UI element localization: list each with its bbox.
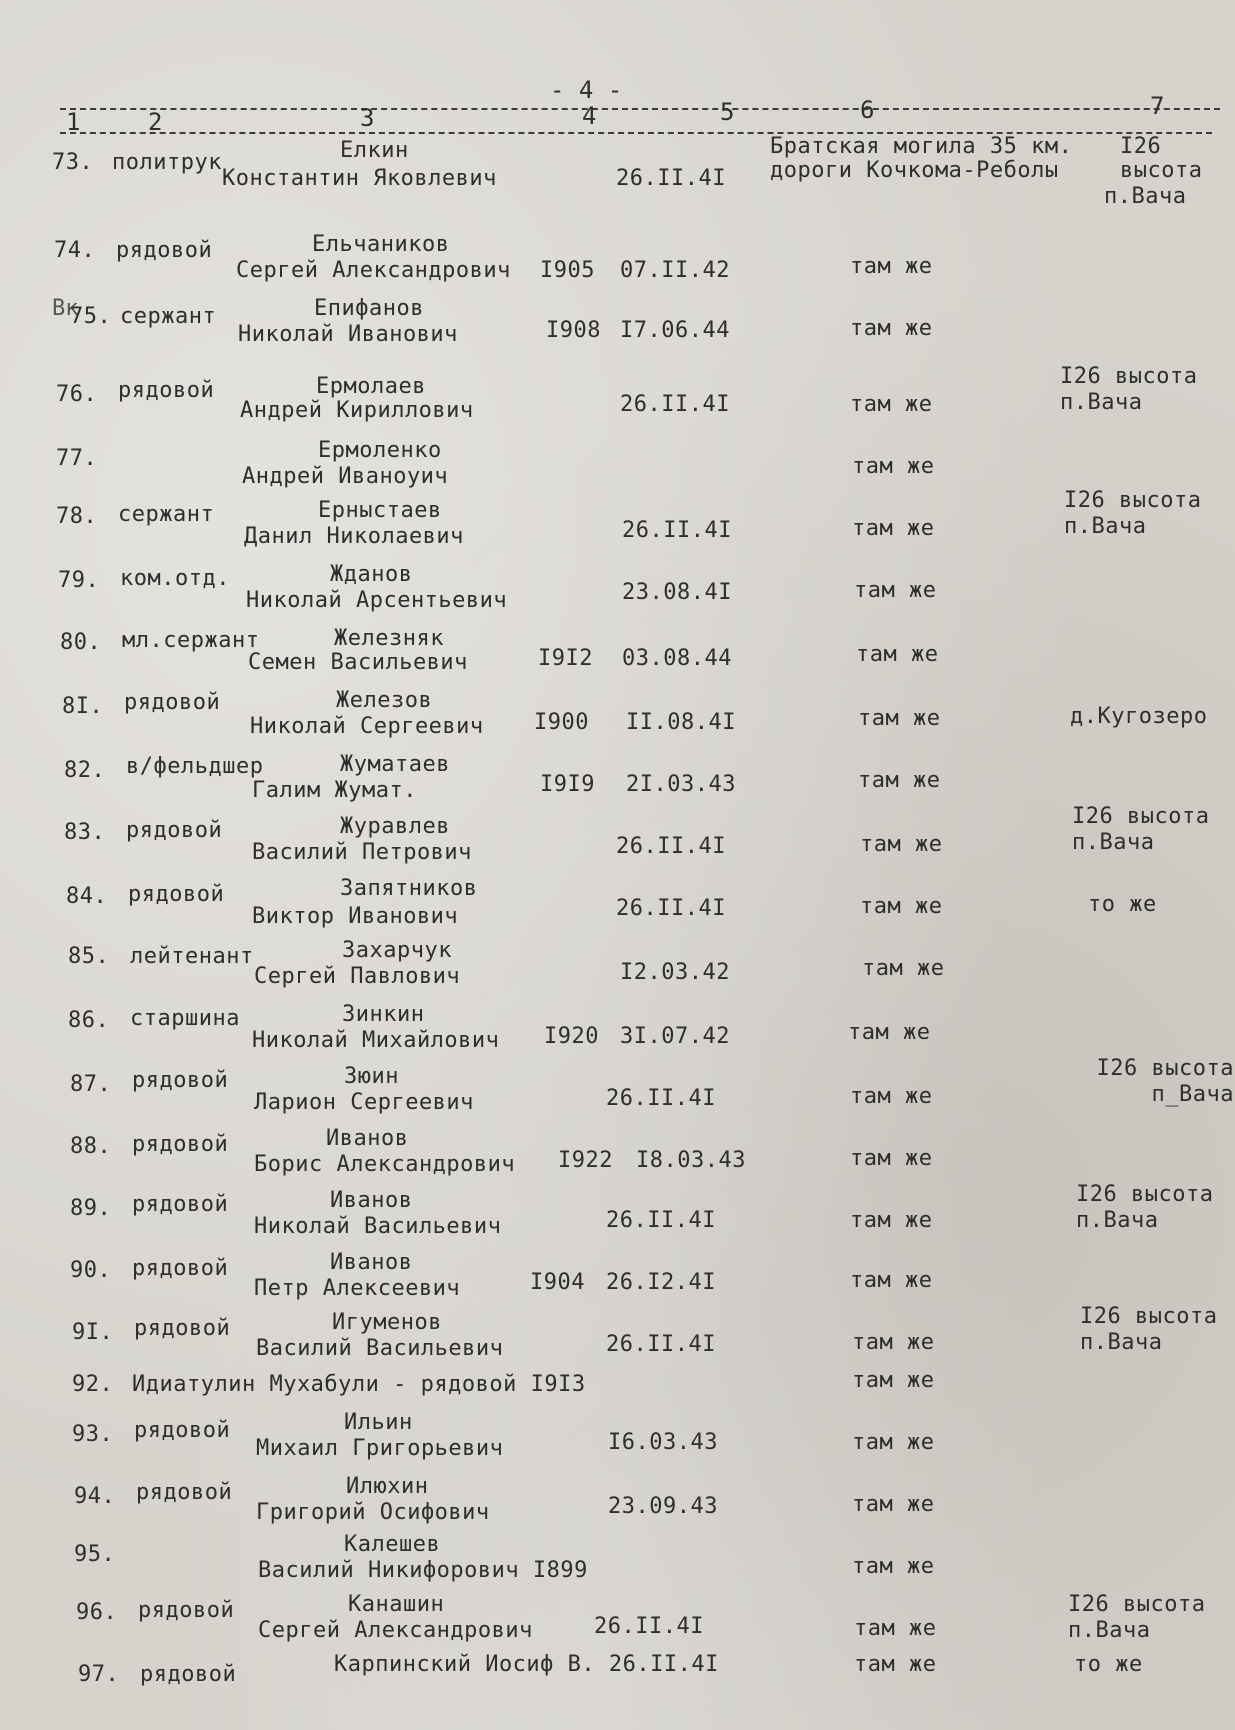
entry-number: 84.	[66, 884, 108, 909]
entry-given-names: Ларион Сергеевич	[254, 1090, 474, 1115]
entry-number: 94.	[74, 1484, 116, 1509]
entry-burial-place: там же	[858, 768, 941, 793]
entry-death-date: 26.I2.4I	[606, 1270, 716, 1295]
column-number-1: 1	[66, 108, 81, 136]
entry-rank: рядовой	[134, 1316, 231, 1341]
entry-number: 95.	[74, 1542, 116, 1567]
entry-note: то же	[1088, 892, 1157, 917]
entry-rank: рядовой	[118, 378, 215, 403]
entry-given-names: Василий Петрович	[252, 840, 472, 865]
entry-given-names: Андрей Иваноуич	[242, 464, 449, 489]
entry-death-date: I8.03.43	[636, 1148, 746, 1173]
entry-burial-place: там же	[854, 1652, 937, 1677]
entry-burial-place: там же	[850, 1146, 933, 1171]
entry-number: 80.	[60, 630, 102, 655]
column-number-4: 4	[582, 102, 597, 130]
entry-death-date: 03.08.44	[622, 646, 732, 671]
entry-birth-year: I920	[544, 1024, 599, 1049]
entry-given-names: Григорий Осифович	[256, 1500, 490, 1525]
entry-rank: рядовой	[116, 238, 213, 263]
entry-given-names: Николай Иванович	[238, 322, 458, 347]
entry-surname: Жуматаев	[340, 752, 450, 777]
entry-death-date: 2I.03.43	[626, 772, 736, 797]
entry-surname: Захарчук	[342, 938, 452, 963]
entry-number: 78.	[56, 504, 98, 529]
entry-birth-year: I908	[546, 318, 601, 343]
entry-rank: рядовой	[132, 1132, 229, 1157]
entry-rank: рядовой	[136, 1480, 233, 1505]
entry-burial-place: там же	[856, 642, 939, 667]
entry-surname: Жданов	[330, 562, 413, 587]
entry-burial-place: там же	[858, 706, 941, 731]
entry-birth-year: I922	[558, 1148, 613, 1173]
entry-surname: Ильин	[344, 1410, 413, 1435]
entry-rank: рядовой	[132, 1192, 229, 1217]
entry-number: 77.	[56, 446, 98, 471]
entry-number: 82.	[64, 758, 106, 783]
entry-given-names: Карпинский Иосиф В. 26.II.4I	[334, 1652, 719, 1677]
entry-surname: Игуменов	[332, 1310, 442, 1335]
entry-death-date: 23.09.43	[608, 1494, 718, 1519]
entry-rank: лейтенант	[130, 944, 254, 969]
entry-birth-year: I900	[534, 710, 589, 735]
entry-burial-place: там же	[852, 1368, 935, 1393]
entry-number: 79.	[58, 568, 100, 593]
entry-number: 86.	[68, 1008, 110, 1033]
entry-number: 92.	[72, 1372, 114, 1397]
column-number-2: 2	[148, 108, 163, 136]
entry-number: 96.	[76, 1600, 118, 1625]
entry-burial-place: там же	[862, 956, 945, 981]
entry-note: I26 высота п.Вача	[1072, 804, 1210, 855]
entry-surname: Ерныстаев	[318, 498, 442, 523]
entry-death-date: 26.II.4I	[606, 1332, 716, 1357]
entry-number: 89.	[70, 1196, 112, 1221]
entry-birth-year: I905	[540, 258, 595, 283]
entry-note: то же	[1074, 1652, 1143, 1677]
entry-death-date: 26.II.4I	[606, 1208, 716, 1233]
entry-burial-place-line2: дороги Кочкома-Реболы	[770, 158, 1059, 183]
entry-given-names: Михаил Григорьевич	[256, 1436, 504, 1461]
entry-death-date: 26.II.4I	[616, 896, 726, 921]
entry-rank: рядовой	[132, 1256, 229, 1281]
entry-given-names: Василий Васильевич	[256, 1336, 504, 1361]
entry-surname: Канашин	[348, 1592, 445, 1617]
column-number-7: 7	[1150, 92, 1165, 120]
entry-death-date: II.08.4I	[626, 710, 736, 735]
entry-surname: Ермоленко	[318, 438, 442, 463]
entry-surname: Ермолаев	[316, 374, 426, 399]
entry-given-names: Николай Васильевич	[254, 1214, 502, 1239]
entry-death-date: I2.03.42	[620, 960, 730, 985]
page-number: - 4 -	[550, 76, 623, 104]
entry-rank: мл.сержант	[122, 628, 260, 653]
entry-surname: Железов	[336, 688, 433, 713]
entry-burial-place: там же	[850, 1268, 933, 1293]
entry-given-names: Николай Михайлович	[252, 1028, 500, 1053]
entry-surname: Иванов	[326, 1126, 409, 1151]
entry-rank: сержант	[120, 304, 217, 329]
entry-number: 93.	[72, 1422, 114, 1447]
entry-rank: рядовой	[134, 1418, 231, 1443]
entry-number: 8I.	[62, 694, 104, 719]
column-number-5: 5	[720, 98, 735, 126]
entry-rank: политрук	[112, 150, 222, 175]
entry-given-names: Галим Жумат.	[252, 778, 417, 803]
entry-note: I26 высота п.Вача	[1060, 364, 1198, 415]
entry-burial-place: там же	[848, 1020, 931, 1045]
entry-burial-place: там же	[852, 454, 935, 479]
entry-surname: Ельчаников	[312, 232, 450, 257]
entry-rank: рядовой	[126, 818, 223, 843]
entry-surname: Запятников	[340, 876, 478, 901]
entry-birth-year: I904	[530, 1270, 585, 1295]
entry-number: 97.	[78, 1662, 120, 1687]
entry-death-date: 26.II.4I	[616, 166, 726, 191]
entry-note-line3: п.Вача	[1104, 184, 1187, 209]
entry-given-names: Сергей Александрович	[236, 258, 511, 283]
entry-burial-place: там же	[860, 832, 943, 857]
entry-note: I26 высота п.Вача	[1080, 1304, 1218, 1355]
entry-note: I26 высота п.Вача	[1068, 1592, 1206, 1643]
entry-given-names: Сергей Александрович	[258, 1618, 533, 1643]
entry-given-names: Константин Яковлевич	[222, 166, 497, 191]
entry-number: 73.	[52, 150, 94, 175]
entry-rank: старшина	[130, 1006, 240, 1031]
entry-given-names: Данил Николаевич	[244, 524, 464, 549]
entry-surname: Иванов	[330, 1250, 413, 1275]
entry-burial-place: там же	[850, 254, 933, 279]
entry-given-names: Петр Алексеевич	[254, 1276, 461, 1301]
entry-given-names: Николай Арсентьевич	[246, 588, 508, 613]
entry-rank: в/фельдшер	[126, 754, 264, 779]
entry-rank: рядовой	[132, 1068, 229, 1093]
entry-surname: Иванов	[330, 1188, 413, 1213]
entry-note-line1: I26	[1120, 134, 1162, 159]
entry-birth-year: I9I2	[538, 646, 593, 671]
entry-number: 87.	[70, 1072, 112, 1097]
entry-death-date: 26.II.4I	[606, 1086, 716, 1111]
entry-note-line2: высота	[1120, 158, 1203, 183]
entry-burial-place: там же	[850, 316, 933, 341]
entry-burial-place: там же	[852, 1330, 935, 1355]
entry-rank: рядовой	[138, 1598, 235, 1623]
entry-surname: Железняк	[334, 626, 444, 651]
entry-burial-place: там же	[850, 1084, 933, 1109]
entry-number: 9I.	[72, 1320, 114, 1345]
entry-surname: Елкин	[340, 138, 409, 163]
entry-given-names: Виктор Иванович	[252, 904, 459, 929]
entry-death-date: 26.II.4I	[622, 518, 732, 543]
entry-number: 83.	[64, 820, 106, 845]
entry-surname: Журавлев	[340, 814, 450, 839]
entry-surname: Епифанов	[314, 296, 424, 321]
entry-number: 85.	[68, 944, 110, 969]
entry-death-date: 26.II.4I	[594, 1614, 704, 1639]
handwritten-mark: Вк	[52, 296, 79, 321]
header-dash-line-top	[60, 108, 1220, 110]
entry-rank: рядовой	[124, 690, 221, 715]
entry-rank: рядовой	[128, 882, 225, 907]
entry-given-names: Борис Александрович	[254, 1152, 516, 1177]
entry-burial-place: там же	[852, 1430, 935, 1455]
entry-note: I26 высота п.Вача	[1064, 488, 1202, 539]
entry-number: 75.	[70, 304, 112, 329]
entry-death-date: I6.03.43	[608, 1430, 718, 1455]
entry-burial-place-line1: Братская могила 35 км.	[770, 134, 1073, 159]
entry-rank: рядовой	[140, 1662, 237, 1687]
entry-rank: ком.отд.	[120, 566, 230, 591]
entry-death-date: 26.II.4I	[616, 834, 726, 859]
entry-death-date: 26.II.4I	[620, 392, 730, 417]
entry-burial-place: там же	[850, 1208, 933, 1233]
entry-note: д.Кугозеро	[1070, 704, 1208, 729]
entry-surname: Илюхин	[346, 1474, 429, 1499]
entry-burial-place: там же	[850, 392, 933, 417]
entry-surname: Зюин	[344, 1064, 399, 1089]
entry-surname: Калешев	[344, 1532, 441, 1557]
entry-number: 88.	[70, 1134, 112, 1159]
entry-note: I26 высота п_Вача	[1096, 1056, 1234, 1107]
entry-burial-place: там же	[860, 894, 943, 919]
entry-death-date: 23.08.4I	[622, 580, 732, 605]
entry-birth-year: I9I9	[540, 772, 595, 797]
entry-given-names: Василий Никифорович I899	[258, 1558, 588, 1583]
entry-given-names: Семен Васильевич	[248, 650, 468, 675]
entry-given-names: Идиатулин Мухабули - рядовой I9I3	[132, 1372, 586, 1397]
entry-burial-place: там же	[852, 1554, 935, 1579]
entry-death-date: I7.06.44	[620, 318, 730, 343]
entry-given-names: Сергей Павлович	[254, 964, 461, 989]
entry-death-date: 07.II.42	[620, 258, 730, 283]
entry-number: 90.	[70, 1258, 112, 1283]
entry-burial-place: там же	[852, 516, 935, 541]
entry-note: I26 высота п.Вача	[1076, 1182, 1214, 1233]
column-number-3: 3	[360, 104, 375, 132]
entry-rank: сержант	[118, 502, 215, 527]
entry-given-names: Николай Сергеевич	[250, 714, 484, 739]
entry-number: 76.	[56, 382, 98, 407]
column-number-6: 6	[860, 96, 875, 124]
entry-burial-place: там же	[854, 1616, 937, 1641]
entry-burial-place: там же	[852, 1492, 935, 1517]
entry-number: 74.	[54, 238, 96, 263]
entry-given-names: Андрей Кириллович	[240, 398, 474, 423]
entry-burial-place: там же	[854, 578, 937, 603]
entry-surname: Зинкин	[342, 1002, 425, 1027]
entry-death-date: 3I.07.42	[620, 1024, 730, 1049]
